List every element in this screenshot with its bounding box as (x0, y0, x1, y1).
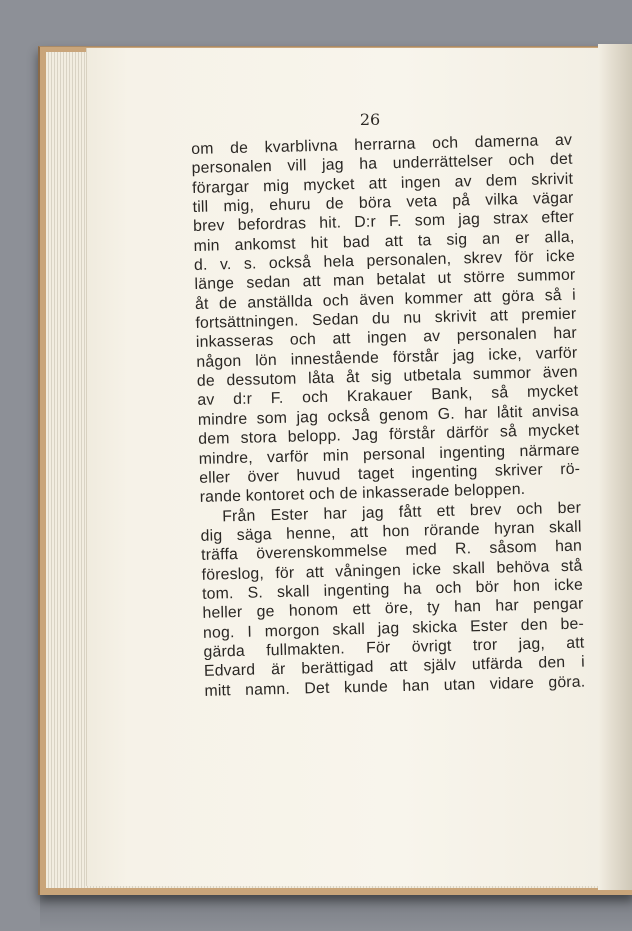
text-line: dig säga henne, att hon rörande hyran skall (200, 518, 582, 545)
text-line: fortsättningen. Sedan du nu skrivit att premier (195, 305, 577, 333)
text-line: förargar mig mycket att ingen av dem skrivit (191, 170, 574, 197)
text-line: föreslog, för att våningen icke skall behöva stå (201, 557, 583, 584)
text-line: träffa överenskommelse med R. såsom han (200, 537, 583, 565)
text-line: mindre, varför min personal ingenting närmare (198, 441, 580, 468)
text-line: personalen vill jag ha underrättelser och det (191, 151, 573, 178)
page-number: 26 (359, 110, 381, 129)
text-line: Edvard är berättigad att själv utfärda den i (203, 653, 586, 681)
text-line: brev befordras hit. D:r F. som jag strax efter (192, 209, 575, 236)
text-line: d. v. s. också hela personalen, skrev för icke (193, 247, 576, 275)
text-line: heller ge honom ett öre, ty han har pengar (202, 595, 584, 623)
text-line: dem stora belopp. Jag förstår därför så mycket (198, 421, 580, 449)
text-line: mitt namn. Det kunde han utan vidare göra. (204, 673, 586, 700)
text-line: min ankomst hit bad att ta sig an er alla, (193, 228, 575, 255)
text-line: de dessutom låta åt sig utbetala summor även (196, 363, 578, 391)
text-line: nog. I morgon skall jag skicka Ester den be- (202, 615, 585, 642)
text-line: om de kvarblivna herrarna och damerna av (191, 131, 573, 158)
text-line: rande kontoret och de inkasserade beloppen. (199, 481, 526, 507)
text-line: mindre som jag också genom G. har låtit anvisa (197, 402, 579, 429)
text-line: till mig, ehuru de böra veta på vilka vägar (192, 189, 574, 217)
text-line: gärda fullmakten. För övrigt tror jag, att (203, 634, 585, 661)
text-line: av d:r F. och Krakauer Bank, så mycket (197, 383, 579, 410)
text-line: någon lön innestående förstår jag icke, varför (196, 344, 578, 371)
body-text (191, 131, 586, 701)
text-line: tom. S. skall ingenting ha och bör hon icke (201, 576, 584, 603)
text-line-paragraph-start: Från Ester har jag fått ett brev och ber (221, 499, 582, 525)
text-line: inkasseras och att ingen av personalen har (195, 325, 578, 352)
text-line: åt de anställda och även kommer att göra så i (194, 286, 577, 313)
page-gutter (598, 44, 632, 890)
text-line: eller över huvud taget ingenting skriver rö- (199, 460, 581, 487)
text-line: länge sedan att man betalat ut större summor (194, 267, 576, 294)
